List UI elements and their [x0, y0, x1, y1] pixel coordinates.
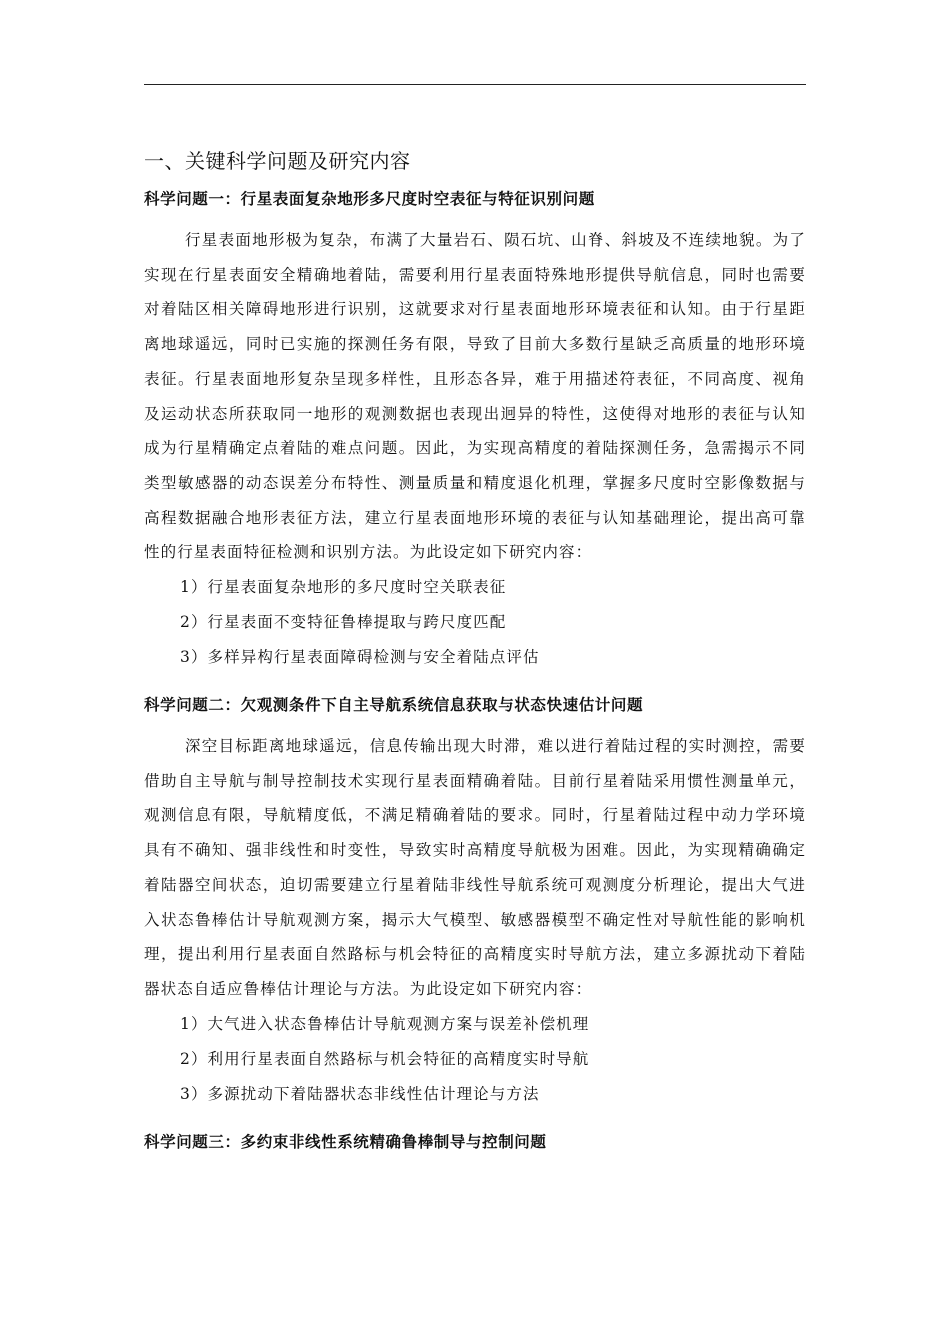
- problem-2-item-2: 2）利用行星表面自然路标与机会特征的高精度实时导航: [180, 1049, 590, 1068]
- problem-2-title: 科学问题二：欠观测条件下自主导航系统信息获取与状态快速估计问题: [144, 696, 644, 715]
- problem-1-item-3: 3）多样异构行星表面障碍检测与安全着陆点评估: [180, 648, 540, 667]
- problem-2-paragraph: 深空目标距离地球遥远，信息传输出现大时滞，难以进行着陆过程的实时测控，需要借助自主导航与制导控制技术实现行星表面精确着陆。目前行星着陆采用惯性测量单元，观测信息有限，导航精度低，不满足精确着陆的要求。同时，行星着陆过程中动力学环境具有不确知、强非线性和时变性，导致实时高精度导航极为困难。因此，为实现精确确定着陆器空间状态，迫切需要建立行星着陆非线性导航系统可观测度分析理论，提出大气进入状态鲁棒估计导航观测方案，揭示大气模型、敏感器模型不确定性对导航性能的影响机理，提出利用行星表面自然路标与机会特征的高精度实时导航方法，建立多源扰动下着陆器状态自适应鲁棒估计理论与方法。为此设定如下研究内容：: [144, 737, 806, 998]
- section-title: 一、关键科学问题及研究内容: [144, 149, 411, 173]
- problem-1-item-1: 1）行星表面复杂地形的多尺度时空关联表征: [180, 578, 507, 597]
- problem-3-title: 科学问题三：多约束非线性系统精确鲁棒制导与控制问题: [144, 1132, 547, 1151]
- problem-1-paragraph: 行星表面地形极为复杂，布满了大量岩石、陨石坑、山脊、斜坡及不连续地貌。为了实现在行星表面安全精确地着陆，需要利用行星表面特殊地形提供导航信息，同时也需要对着陆区相关障碍地形进行识别，这就要求对行星表面地形环境表征和认知。由于行星距离地球遥远，同时已实施的探测任务有限，导致了目前大多数行星缺乏高质量的地形环境表征。行星表面地形复杂呈现多样性，且形态各异，难于用描述符表征，不同高度、视角及运动状态所获取同一地形的观测数据也表现出迥异的特性，这使得对地形的表征与认知成为行星精确定点着陆的难点问题。因此，为实现高精度的着陆探测任务，急需揭示不同类型敏感器的动态误差分布特性、测量质量和精度退化机理，掌握多尺度时空影像数据与高程数据融合地形表征方法，建立行星表面地形环境的表征与认知基础理论，提出高可靠性的行星表面特征检测和识别方法。为此设定如下研究内容：: [144, 231, 806, 562]
- problem-2-item-1: 1）大气进入状态鲁棒估计导航观测方案与误差补偿机理: [180, 1014, 590, 1033]
- header-rule: [144, 84, 806, 85]
- problem-2-item-3: 3）多源扰动下着陆器状态非线性估计理论与方法: [180, 1084, 540, 1103]
- problem-1-title: 科学问题一：行星表面复杂地形多尺度时空表征与特征识别问题: [144, 190, 595, 208]
- problem-1-item-2: 2）行星表面不变特征鲁棒提取与跨尺度匹配: [180, 613, 507, 632]
- document-body: [144, 141, 806, 1160]
